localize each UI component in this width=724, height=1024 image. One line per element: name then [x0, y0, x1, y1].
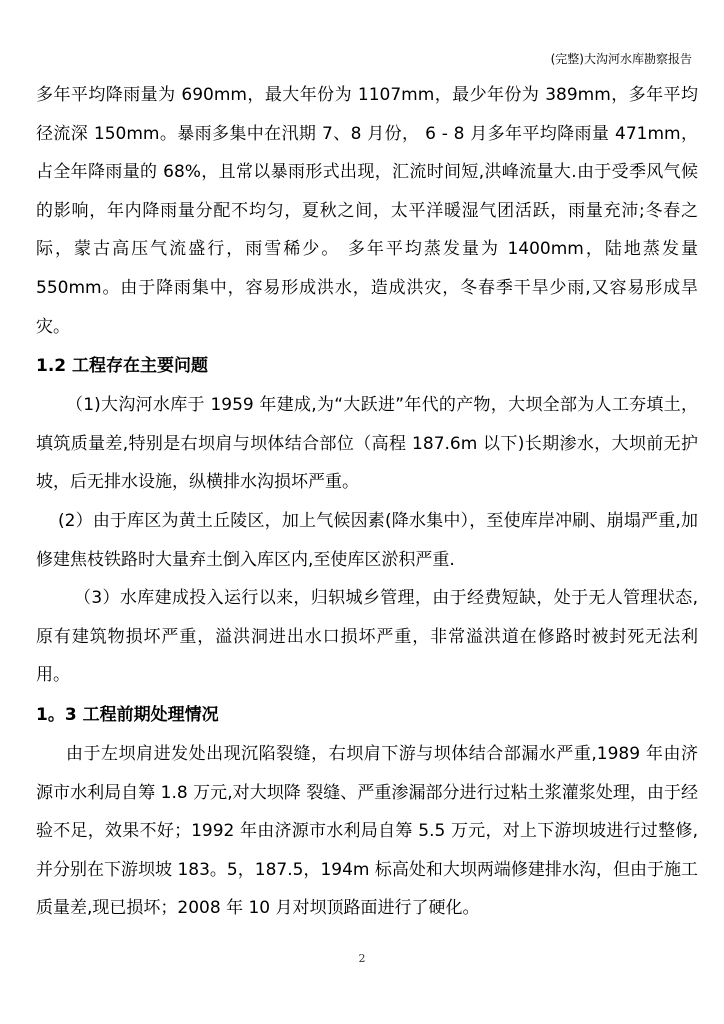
paragraph-rainfall: 多年平均降雨量为 690mm，最大年份为 1107mm，最少年份为 389mm，多年平均径流深 150mm。暴雨多集中在汛期 7、8 月份， 6 - 8 月多年平均降雨量 471mm，占全年降雨量的 68%，且常以暴雨形式出现，汇流时间短,洪峰流量大.由于受季风气候的影响，年内降雨量分配不均匀，夏秋之间，太平洋暖湿气团活跃，雨量充沛;冬春之际，蒙古高压气流盛行，雨雪稀少。 多年平均蒸发量为 1400mm，陆地蒸发量 550mm。由于降雨集中，容易形成洪水，造成洪灾，冬春季干旱少雨,又容易形成旱灾。: [36, 85, 698, 337]
paragraph-problem-3: （3）水库建成投入运行以来，归轵城乡管理，由于经费短缺，处于无人管理状态,原有建筑物损坏严重，溢洪洞进出水口损坏严重，非常溢洪道在修路时被封死无法利用。: [36, 588, 698, 686]
document-body: [36, 76, 698, 928]
section-heading-1-2: 1.2 工程存在主要问题: [36, 356, 209, 377]
page-number: 2: [358, 952, 366, 965]
paragraph-early-treatment: 由于左坝肩进发处出现沉陷裂缝，右坝肩下游与坝体结合部漏水严重,1989 年由济源市水利局自筹 1.8 万元,对大坝降 裂缝、严重渗漏部分进行过粘土浆灌浆处理，由于经验不足，效果不好；1992 年由济源市水利局自筹 5.5 万元，对上下游坝坡进行过整修,并分别在下游坝坡 183。5，187.5，194m 标高处和大坝两端修建排水沟，但由于施工质量差,现已损坏；2008 年 10 月对坝顶路面进行了硬化。: [36, 743, 698, 919]
section-heading-1-3: 1。3 工程前期处理情况: [36, 704, 219, 725]
document-header: (完整)大沟河水库勘察报告: [550, 52, 692, 66]
paragraph-problem-1: （1)大沟河水库于 1959 年建成,为“大跃进”年代的产物，大坝全部为人工夯填土，填筑质量差,特别是右坝肩与坝体结合部位（高程 187.6m 以下)长期渗水，大坝前无护坡，后无排水设施，纵横排水沟损坏严重。: [36, 395, 698, 493]
paragraph-problem-2: (2）由于库区为黄土丘陵区，加上气候因素(降水集中），至使库岸冲刷、崩塌严重,加修建焦枝铁路时大量弃土倒入库区内,至使库区淤积严重.: [36, 510, 698, 570]
